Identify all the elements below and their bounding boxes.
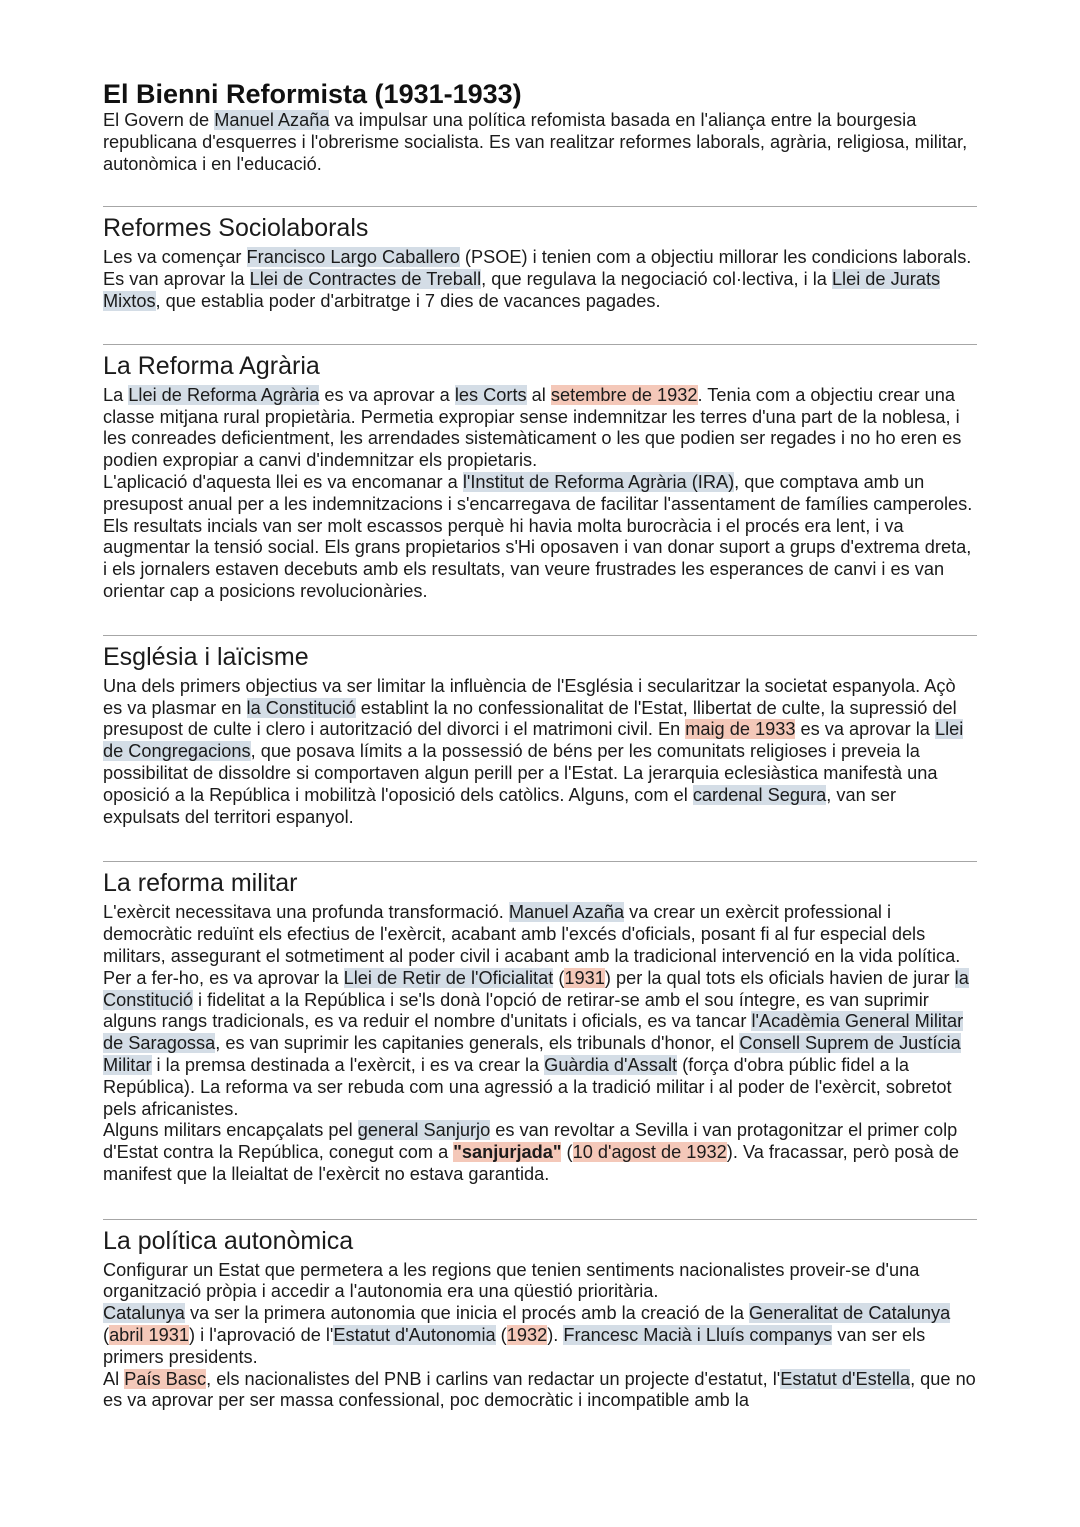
text-run: ) i l'aprovació de l' (188, 1325, 334, 1346)
text-run: va ser la primera autonomia que inicia el procés amb la creació de la (184, 1303, 750, 1324)
text-run: L'exèrcit necessitava una profunda transformació. (103, 902, 509, 923)
text-run: ( (561, 1142, 573, 1163)
highlighted-term: Llei de Retir de l'Oficialitat (343, 967, 554, 988)
highlighted-term: "sanjurjada" (453, 1142, 562, 1163)
text-run: establint la no confessionalitat de l'Estat, llibertat de culte, la supressió del presupost de culte i clero i autorització del divorci i el matrimoni civil. En (103, 697, 957, 740)
highlighted-term: maig de 1933 (685, 719, 796, 740)
highlighted-term: les Corts (454, 384, 527, 405)
highlighted-term: Llei de Jurats Mixtos (103, 269, 941, 311)
highlighted-term: Manuel Azaña (214, 110, 330, 130)
section-reforma-agraria (103, 344, 977, 603)
body-paragraph (103, 676, 977, 829)
text-run: (força d'obra públic fidel a la República). La reforma va ser rebuda com una agressió a la tradició militar i al poder de l'exèrcit, sobretot pels africanistes. (103, 1054, 952, 1119)
text-run: ( (553, 967, 565, 988)
section-esglesia-laicisme (103, 635, 977, 829)
text-run: Les va començar (103, 247, 247, 268)
text-run: , van ser expulsats del territori espanyol. (103, 784, 897, 827)
text-run: Alguns militars encapçalats pel (103, 1120, 358, 1141)
text-run: es van revoltar a Sevilla i van protagonitzar el primer colp d'Estat contra la República, conegut com a (103, 1120, 958, 1163)
highlighted-term: Llei de Reforma Agrària (128, 384, 320, 405)
text-run: . Tenia com a objectiu crear una classe mitjana rural propietària. Permetia expropiar sense indemnitzar les terres d'una part de la noblesa, i les conreades deficientment, les arrendades sistemàticament o les que podien ser regades i no ho eren es podien expropiar a canvi d'indemnitzar els propietaris. (103, 384, 962, 471)
text-run: va impulsar una política refomista basada en l'aliança entre la bourgesia republicana d'esquerres i l'obrerisme socialista. Es van realitzar reformes laborals, agrària, religiosa, militar, autonòmica i en l'educació. (103, 110, 968, 174)
section-heading: La política autonòmica (103, 1226, 354, 1255)
body-paragraph (103, 247, 977, 312)
document-content (103, 78, 977, 1412)
highlighted-term: Llei de Congregacions (103, 719, 964, 762)
section-divider (103, 1219, 977, 1220)
body-paragraph (103, 1303, 977, 1368)
text-run: ) per la qual tots els oficials havien de jurar (604, 967, 955, 988)
text-run: , els nacionalistes del PNB i carlins van redactar un projecte d'estatut, l' (206, 1368, 781, 1389)
highlighted-term: Guàrdia d'Assalt (544, 1054, 678, 1075)
text-run: i fidelitat a la República i se'ls donà l'opció de retirar-se amb el sou íntegre, es van suprimir alguns rangs tradicionals, es va reduir el nombre d'unitats i oficials, es va tancar (103, 989, 929, 1032)
text-run: i la premsa destinada a l'exèrcit, i es va crear la (151, 1054, 545, 1075)
text-run: al (526, 384, 551, 405)
body-paragraph (103, 472, 977, 603)
text-run: ( (495, 1325, 507, 1346)
section-divider (103, 206, 977, 207)
highlighted-term: l'Acadèmia General Militar de Saragossa (103, 1011, 964, 1054)
highlighted-term: 10 d'agost de 1932 (572, 1142, 727, 1163)
highlighted-term: setembre de 1932 (550, 384, 698, 405)
section-politica-autonomica (103, 1219, 977, 1413)
highlighted-term: abril 1931 (109, 1325, 189, 1346)
body-paragraph (103, 385, 977, 472)
intro-paragraph (103, 110, 977, 175)
text-run: ( (103, 1325, 110, 1346)
text-run: van ser els primers presidents. (103, 1325, 926, 1367)
text-run: El Govern de (103, 110, 215, 130)
section-divider (103, 861, 977, 862)
text-run: , que regulava la negociació col·lectiva, i la (481, 269, 832, 290)
section-heading: La Reforma Agrària (103, 351, 320, 380)
highlighted-term: la Constitució (103, 967, 969, 1010)
highlighted-term: Llei de Contractes de Treball (249, 269, 482, 290)
body-paragraph (103, 1120, 977, 1185)
text-run: Al (103, 1368, 125, 1389)
section-heading: Església i laïcisme (103, 642, 309, 671)
section-divider (103, 344, 977, 345)
section-heading: Reformes Sociolaborals (103, 214, 369, 243)
text-run: , que comptava amb un presupost anual per a les indemnitzacions i s'encarregava de facilitar l'assentament de famílies camperoles. Els resultats incials van ser molt escassos perquè hi havia molta burocràcia i el procés era lent, i va augmentar la tensió social. Els grans propietarios s'Hi oposaven i van donar suport a grups d'extrema dreta, i els jornalers estaven decebuts amb els resultats, van veure frustrades les esperances de canvi i es van orientar cap a posicions revolucionàries. (103, 471, 973, 601)
highlighted-term: cardenal Segura (692, 784, 827, 805)
text-run: ). Va fracassar, però posà de manifest que la lleialtat de l'exèrcit no estava garantida. (103, 1142, 959, 1184)
highlighted-term: Francesc Macià i Lluís companys (563, 1325, 833, 1346)
text-run: La (103, 384, 129, 405)
text-run: va crear un exèrcit professional i democràtic reduïnt els efectius de l'exèrcit, acabant amb l'excés d'oficials, posant fi al fur especial dels militars, assegurant el sotmetiment al poder civil i acabant amb la tradicional intervenció en la vida política. Per a fer-ho, es va aprovar la (103, 902, 961, 988)
section-reforma-militar (103, 861, 977, 1185)
highlighted-term: 1931 (564, 967, 605, 988)
text-run: , que establia poder d'arbitratge i 7 dies de vacances pagades. (155, 290, 661, 311)
highlighted-term: Estatut d'Estella (780, 1368, 911, 1389)
text-run: L'aplicació d'aquesta llei es va encomanar a (103, 471, 463, 492)
highlighted-term: 1932 (506, 1325, 548, 1346)
page-title: El Bienni Reformista (1931-1933) (103, 79, 522, 109)
highlighted-term: Estatut d'Autonomia (333, 1325, 496, 1346)
text-run: es va aprovar a (319, 384, 455, 405)
section-divider (103, 635, 977, 636)
highlighted-term: Francisco Largo Caballero (246, 247, 460, 268)
section-heading: La reforma militar (103, 869, 298, 898)
text-run: es va aprovar la (795, 719, 935, 740)
text-run: (PSOE) i tenien com a objectiu millorar les condicions laborals. Es van aprovar la (103, 247, 972, 290)
highlighted-term: País Basc (124, 1368, 207, 1389)
body-paragraph (103, 1369, 977, 1413)
text-run: , que posava límits a la possessió de béns per les comunitats religioses i preveia la possibilitat de dissoldre si comportaven algun perill per a l'Estat. La jerarquia eclesiàstica manifestà una oposició a la República i mobilitzà l'oposició dels catòlics. Alguns, com el (103, 741, 938, 805)
highlighted-term: general Sanjurjo (357, 1120, 491, 1141)
section-sociolaborals (103, 206, 977, 312)
highlighted-term: la Constitució (246, 697, 356, 718)
text-run: , que no es va aprovar per ser massa confessional, poc democràtic i incompatible amb la (103, 1368, 976, 1411)
highlighted-term: Generalitat de Catalunya (749, 1303, 951, 1324)
body-paragraph (103, 1260, 977, 1304)
text-run: , es van suprimir les capitanies generals, els tribunals d'honor, el (215, 1033, 740, 1054)
body-paragraph (103, 902, 977, 1120)
highlighted-term: l'Institut de Reforma Agrària (IRA) (462, 471, 735, 492)
text-run: ). (547, 1325, 564, 1346)
highlighted-term: Consell Suprem de Justícia Militar (103, 1033, 961, 1075)
text-run: Una dels primers objectius va ser limitar la influència de l'Església i secularitzar la societat espanyola. Açò es va plasmar en (103, 675, 956, 718)
text-run: Configurar un Estat que permetera a les regions que tenien sentiments nacionalistes proveir-se d'una organització pròpia i accedir a l'autonomia era una qüestió prioritària. (103, 1259, 920, 1302)
highlighted-term: Manuel Azaña (508, 902, 625, 923)
highlighted-term: Catalunya (103, 1303, 185, 1324)
